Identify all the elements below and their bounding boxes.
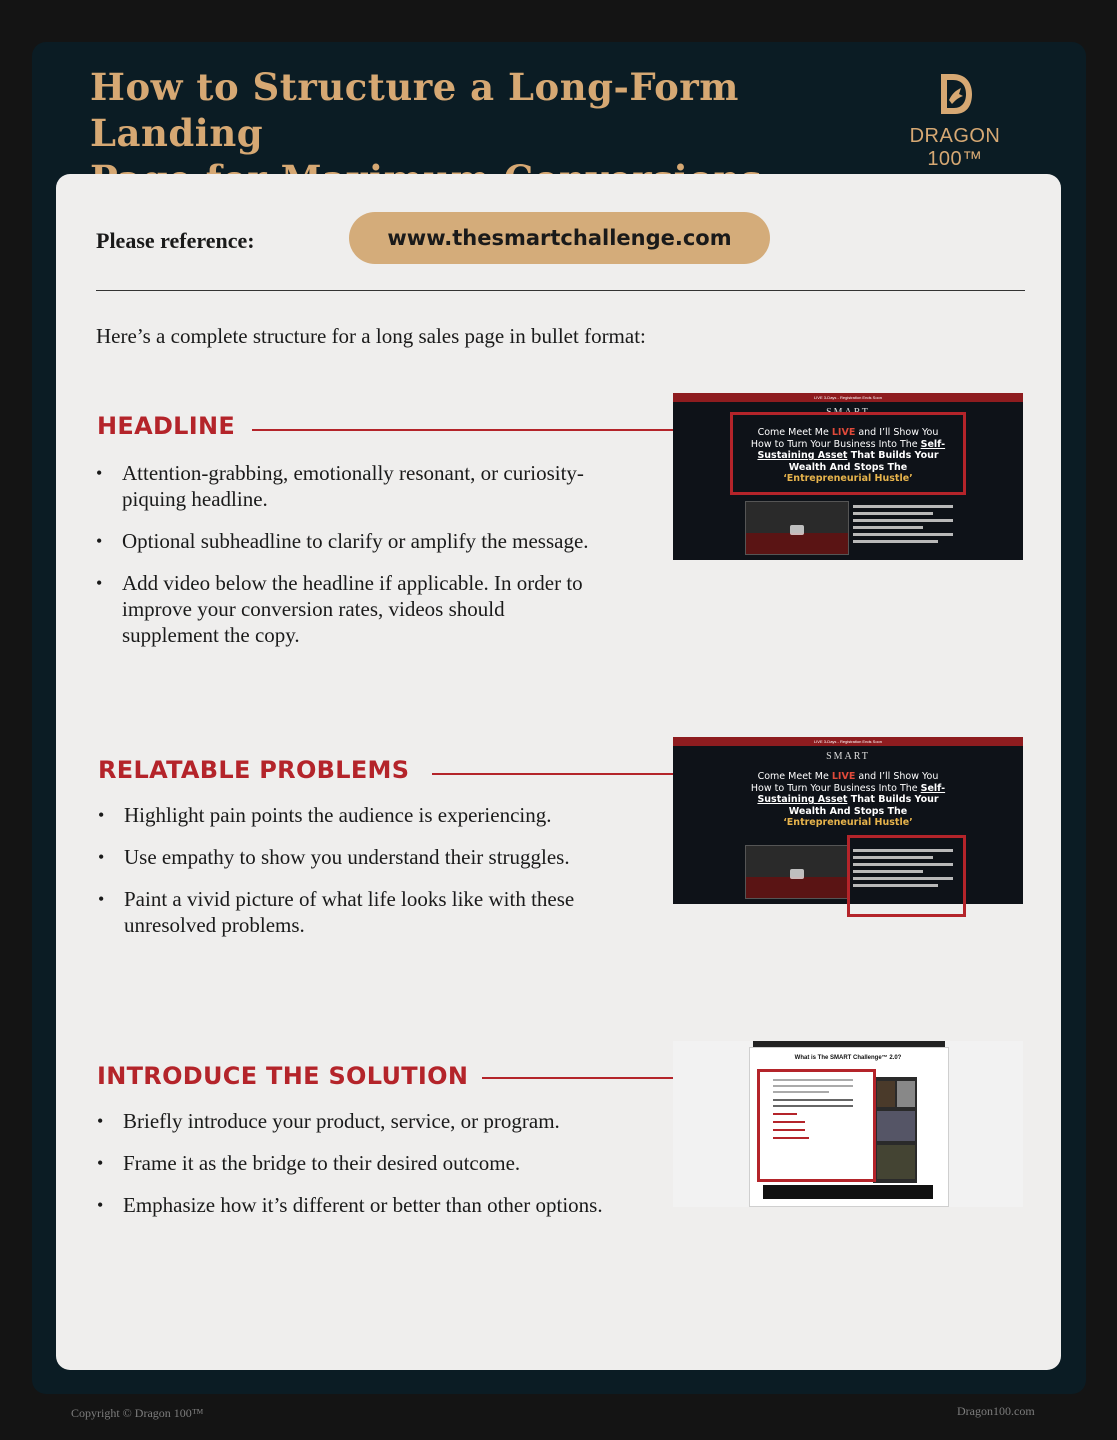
dragon-d-icon: [935, 70, 975, 118]
list-item: • Optional subheadline to clarify or amplify the message.: [96, 528, 606, 554]
screenshot-text-lines: [853, 505, 953, 547]
video-thumbnail: [745, 845, 849, 899]
reference-url[interactable]: www.thesmartchallenge.com: [349, 212, 770, 264]
smart-logo-text: SMART: [826, 751, 870, 762]
video-thumbnail: [745, 501, 849, 555]
solution-screenshot-title: What is The SMART Challenge™ 2.0?: [794, 1055, 902, 1061]
list-item: • Attention-grabbing, emotionally resonant, or curiosity-piquing headline.: [96, 460, 606, 512]
announcement-bar: LIVE 3-Days - Registration Ends Soon: [673, 737, 1023, 746]
logo-text: DRAGON 100™: [909, 125, 1001, 170]
footer-copyright: Copyright © Dragon 100™: [71, 1406, 204, 1420]
intro-text: Here’s a complete structure for a long sales page in bullet format:: [96, 324, 646, 348]
solution-bullets: [97, 1108, 607, 1234]
problems-bullets: [98, 802, 608, 954]
smart-logo-text: SMART: [826, 407, 870, 418]
screenshot-headline: Come Meet Me LIVE and I’ll Show You How to Turn Your Business Into The Self- Sustaining Asset That Builds Your Wealth And Stops The ‘Entrepreneurial Hustle’: [750, 427, 946, 485]
reference-label: Please reference:: [96, 228, 255, 253]
play-icon: [790, 525, 804, 535]
screenshot-headline: Come Meet Me LIVE and I’ll Show You How to Turn Your Business Into The Self- Sustaining Asset That Builds Your Wealth And Stops The ‘Entrepreneurial Hustle’: [750, 771, 946, 829]
section-title-problems: RELATABLE PROBLEMS: [98, 756, 410, 784]
list-item: • Add video below the headline if applicable. In order to improve your conversion rates, videos should supplement the copy.: [96, 570, 606, 648]
section-title-headline: HEADLINE: [97, 412, 236, 440]
highlight-box: [847, 835, 966, 917]
divider: [96, 290, 1025, 291]
dragon-logo: [880, 70, 1030, 171]
list-item: • Highlight pain points the audience is experiencing.: [98, 802, 608, 828]
photo-collage: [873, 1077, 917, 1183]
connector-line: [252, 429, 732, 431]
section-title-solution: INTRODUCE THE SOLUTION: [97, 1062, 469, 1090]
list-item: • Paint a vivid picture of what life looks like with these unresolved problems.: [98, 886, 608, 938]
play-icon: [790, 869, 804, 879]
highlight-box: [757, 1069, 876, 1182]
list-item: • Frame it as the bridge to their desired outcome.: [97, 1150, 607, 1176]
list-item: • Emphasize how it’s different or better than other options.: [97, 1192, 607, 1218]
announcement-bar: LIVE 3-Days - Registration Ends Soon: [673, 393, 1023, 402]
list-item: • Use empathy to show you understand their struggles.: [98, 844, 608, 870]
footer-site[interactable]: Dragon100.com: [957, 1404, 1035, 1418]
title-line-1: How to Structure a Long-Form Landing: [90, 65, 739, 155]
list-item: • Briefly introduce your product, service, or program.: [97, 1108, 607, 1134]
highlight-box: [730, 412, 966, 495]
headline-bullets: [96, 460, 606, 664]
